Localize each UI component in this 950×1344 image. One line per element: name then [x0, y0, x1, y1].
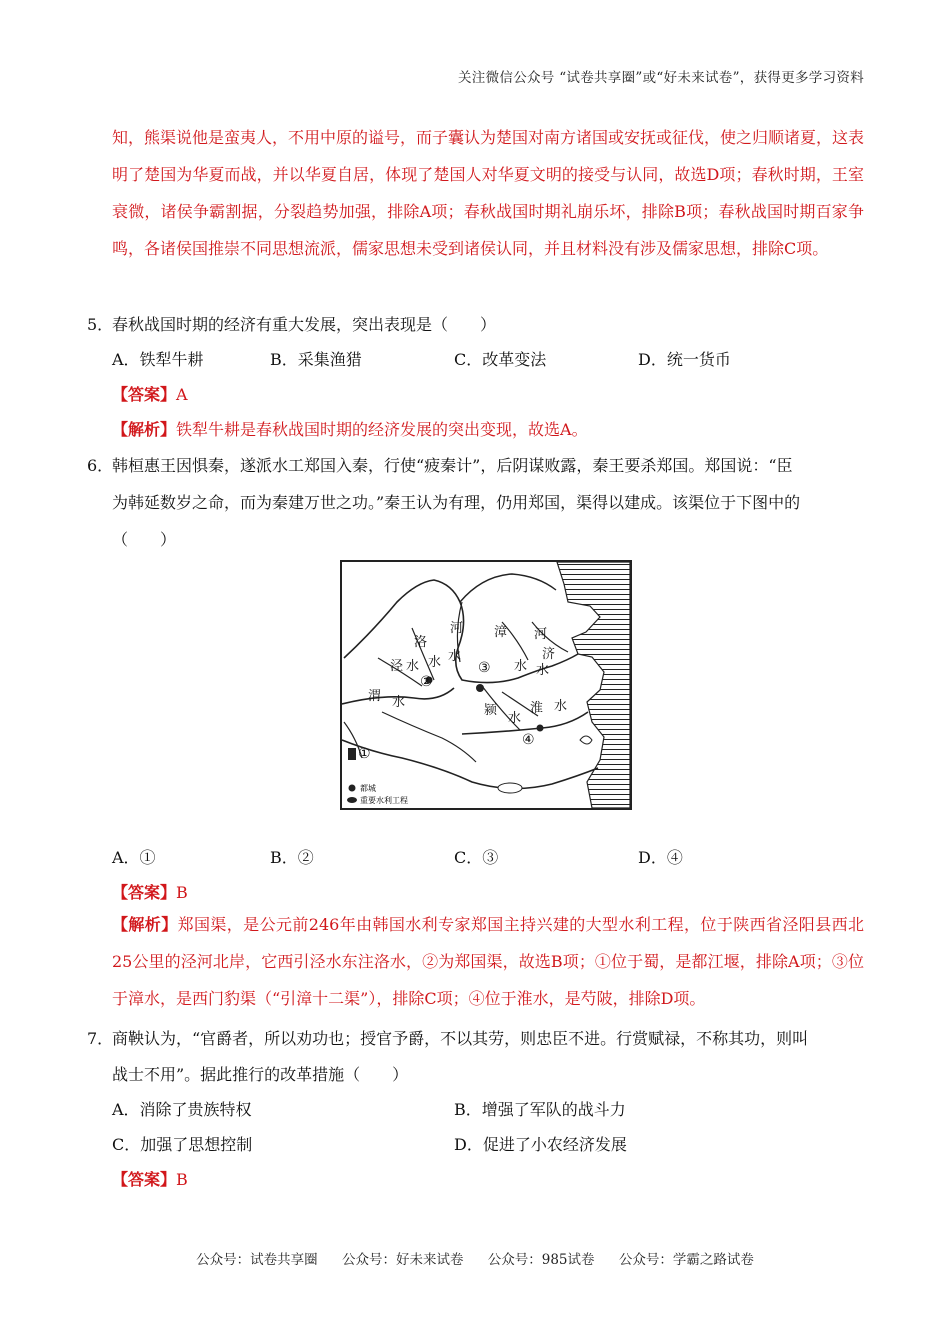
footer-item: 公众号：试卷共享圈 [196, 1252, 318, 1268]
river-label: 河 [534, 627, 548, 642]
analysis-text: 郑国渠，是公元前246年由韩国水利专家郑国主持兴建的大型水利工程，位于陕西省泾阳县西北25公里的泾河北岸，它西引泾水东注洛水，②为郑国渠，故选B项；①位于蜀，是都江堰，排除A项；③位于漳水，是西门豹渠（“引漳十二渠”），排除C项；④位于淮水，是芍陂，排除D项。 [112, 915, 864, 1008]
answer-value: B [176, 1170, 188, 1189]
river-label: 水 [508, 711, 522, 726]
answer-value: B [176, 883, 188, 902]
q6-option-a[interactable]: A．① [112, 848, 156, 867]
q7-stem-line2: 战士不用”。据此推行的改革措施（ ） [112, 1065, 409, 1084]
marker-4: ④ [522, 732, 535, 748]
q6-option-c[interactable]: C．③ [454, 848, 499, 867]
river-label: 水 [554, 699, 568, 714]
map-drawing [342, 562, 630, 808]
answer-value: A [176, 385, 188, 404]
q5-answer [112, 382, 188, 405]
river-label: 漳 [494, 625, 508, 640]
q7-stem-line1: 商鞅认为，“官爵者，所以劝功也；授官予爵，不以其劳，则忠臣不进。行赏赋禄，不称其功，则叫 [112, 1029, 809, 1048]
q5-number: 5． [87, 315, 114, 334]
q5-option-b[interactable]: B．采集渔猎 [270, 350, 362, 369]
river-jiang [342, 740, 598, 789]
marker-3: ③ [478, 660, 491, 676]
river-label: 泾 [390, 659, 404, 674]
q6-option-d[interactable]: D．④ [638, 848, 683, 867]
prev-analysis-text: 知，熊渠说他是蛮夷人，不用中原的谥号，而子囊认为楚国对南方诸国或安抚或征伐，使之归顺诸夏，这表明了楚国为华夏而战，并以华夏自居，体现了楚国人对华夏文明的接受与认同，故选D项；春秋时期，王室衰微，诸侯争霸割据，分裂趋势加强，排除A项；春秋战国时期礼崩乐坏，排除B项；春秋战国时期百家争鸣，各诸侯国推崇不同思想流派，儒家思想未受到诸侯认同，并且材料没有涉及儒家思想，排除C项。 [112, 128, 865, 258]
river-label: 水 [406, 659, 420, 674]
footer-item: 公众号：好未来试卷 [341, 1252, 464, 1268]
answer-tag: 【答案】 [112, 1170, 177, 1189]
q6-number: 6． [87, 456, 114, 475]
river-label: 颍 [484, 703, 498, 718]
analysis-text: 铁犁牛耕是春秋战国时期的经济发展的突出变现，故选A。 [176, 420, 588, 439]
river-label: 洛 [414, 635, 428, 650]
q7-option-b[interactable]: B．增强了军队的战斗力 [454, 1100, 626, 1119]
analysis-tag: 【解析】 [112, 915, 178, 934]
footer [0, 1248, 950, 1268]
q7-answer [112, 1167, 188, 1190]
river-label: 水 [448, 649, 462, 664]
legend-capital-label: 都城 [360, 784, 376, 793]
river-han [382, 712, 476, 762]
legend-project-icon [347, 797, 357, 803]
river-huai [462, 712, 588, 734]
river-label: 水 [536, 663, 550, 678]
q6-stem-line3: （ ） [112, 530, 177, 549]
q5-analysis [112, 417, 588, 440]
river-label: 淮 [530, 701, 544, 716]
q6-answer [112, 880, 188, 903]
historical-map [340, 560, 632, 810]
q6-stem-line2: 为韩延数岁之命，而为秦建万世之功。”秦王认为有理，仍用郑国，渠得以建成。该渠位于下图中的 [112, 493, 801, 512]
q7-number: 7． [87, 1029, 114, 1048]
river-label: 渭 [368, 689, 382, 704]
q6-option-b[interactable]: B．② [270, 848, 314, 867]
legend-capital-icon [349, 785, 356, 792]
sea-area [557, 562, 630, 808]
river-label: 水 [392, 695, 406, 710]
q5-stem: 春秋战国时期的经济有重大发展，突出表现是（ ） [112, 315, 497, 334]
footer-item: 公众号：985试卷 [487, 1252, 595, 1268]
q7-option-a[interactable]: A．消除了贵族特权 [112, 1100, 252, 1119]
river-label: 水 [514, 659, 528, 674]
q6-stem-line1: 韩桓惠王因惧秦，遂派水工郑国入秦，行使“疲秦计”，后阴谋败露，秦王要杀郑国。郑国说：“臣 [112, 456, 793, 475]
river-label: 济 [542, 647, 556, 662]
project-dot [537, 725, 544, 732]
footer-item: 公众号：学霸之路试卷 [618, 1252, 754, 1268]
header-note: 关注微信公众号 “试卷共享圈”或“好未来试卷”，获得更多学习资料 [458, 70, 864, 86]
marker-1: ① [358, 746, 371, 762]
q7-option-d[interactable]: D．促进了小农经济发展 [454, 1135, 627, 1154]
analysis-tag: 【解析】 [112, 420, 177, 439]
river-label: 河 [450, 621, 464, 636]
q7-option-c[interactable]: C．加强了思想控制 [112, 1135, 253, 1154]
river-label: 水 [428, 655, 442, 670]
legend-project-label: 重要水利工程 [360, 796, 408, 805]
marker-2: ② [420, 674, 433, 690]
q5-option-d[interactable]: D．统一货币 [638, 350, 731, 369]
answer-tag: 【答案】 [112, 385, 177, 404]
project-mark [348, 748, 356, 760]
river-he-north [460, 574, 556, 602]
lake [498, 783, 522, 793]
q5-option-c[interactable]: C．改革变法 [454, 350, 547, 369]
answer-tag: 【答案】 [112, 883, 177, 902]
coast-islands [580, 736, 592, 744]
q6-analysis [112, 906, 864, 1017]
capital-dot [476, 684, 484, 692]
q5-option-a[interactable]: A．铁犁牛耕 [112, 350, 204, 369]
